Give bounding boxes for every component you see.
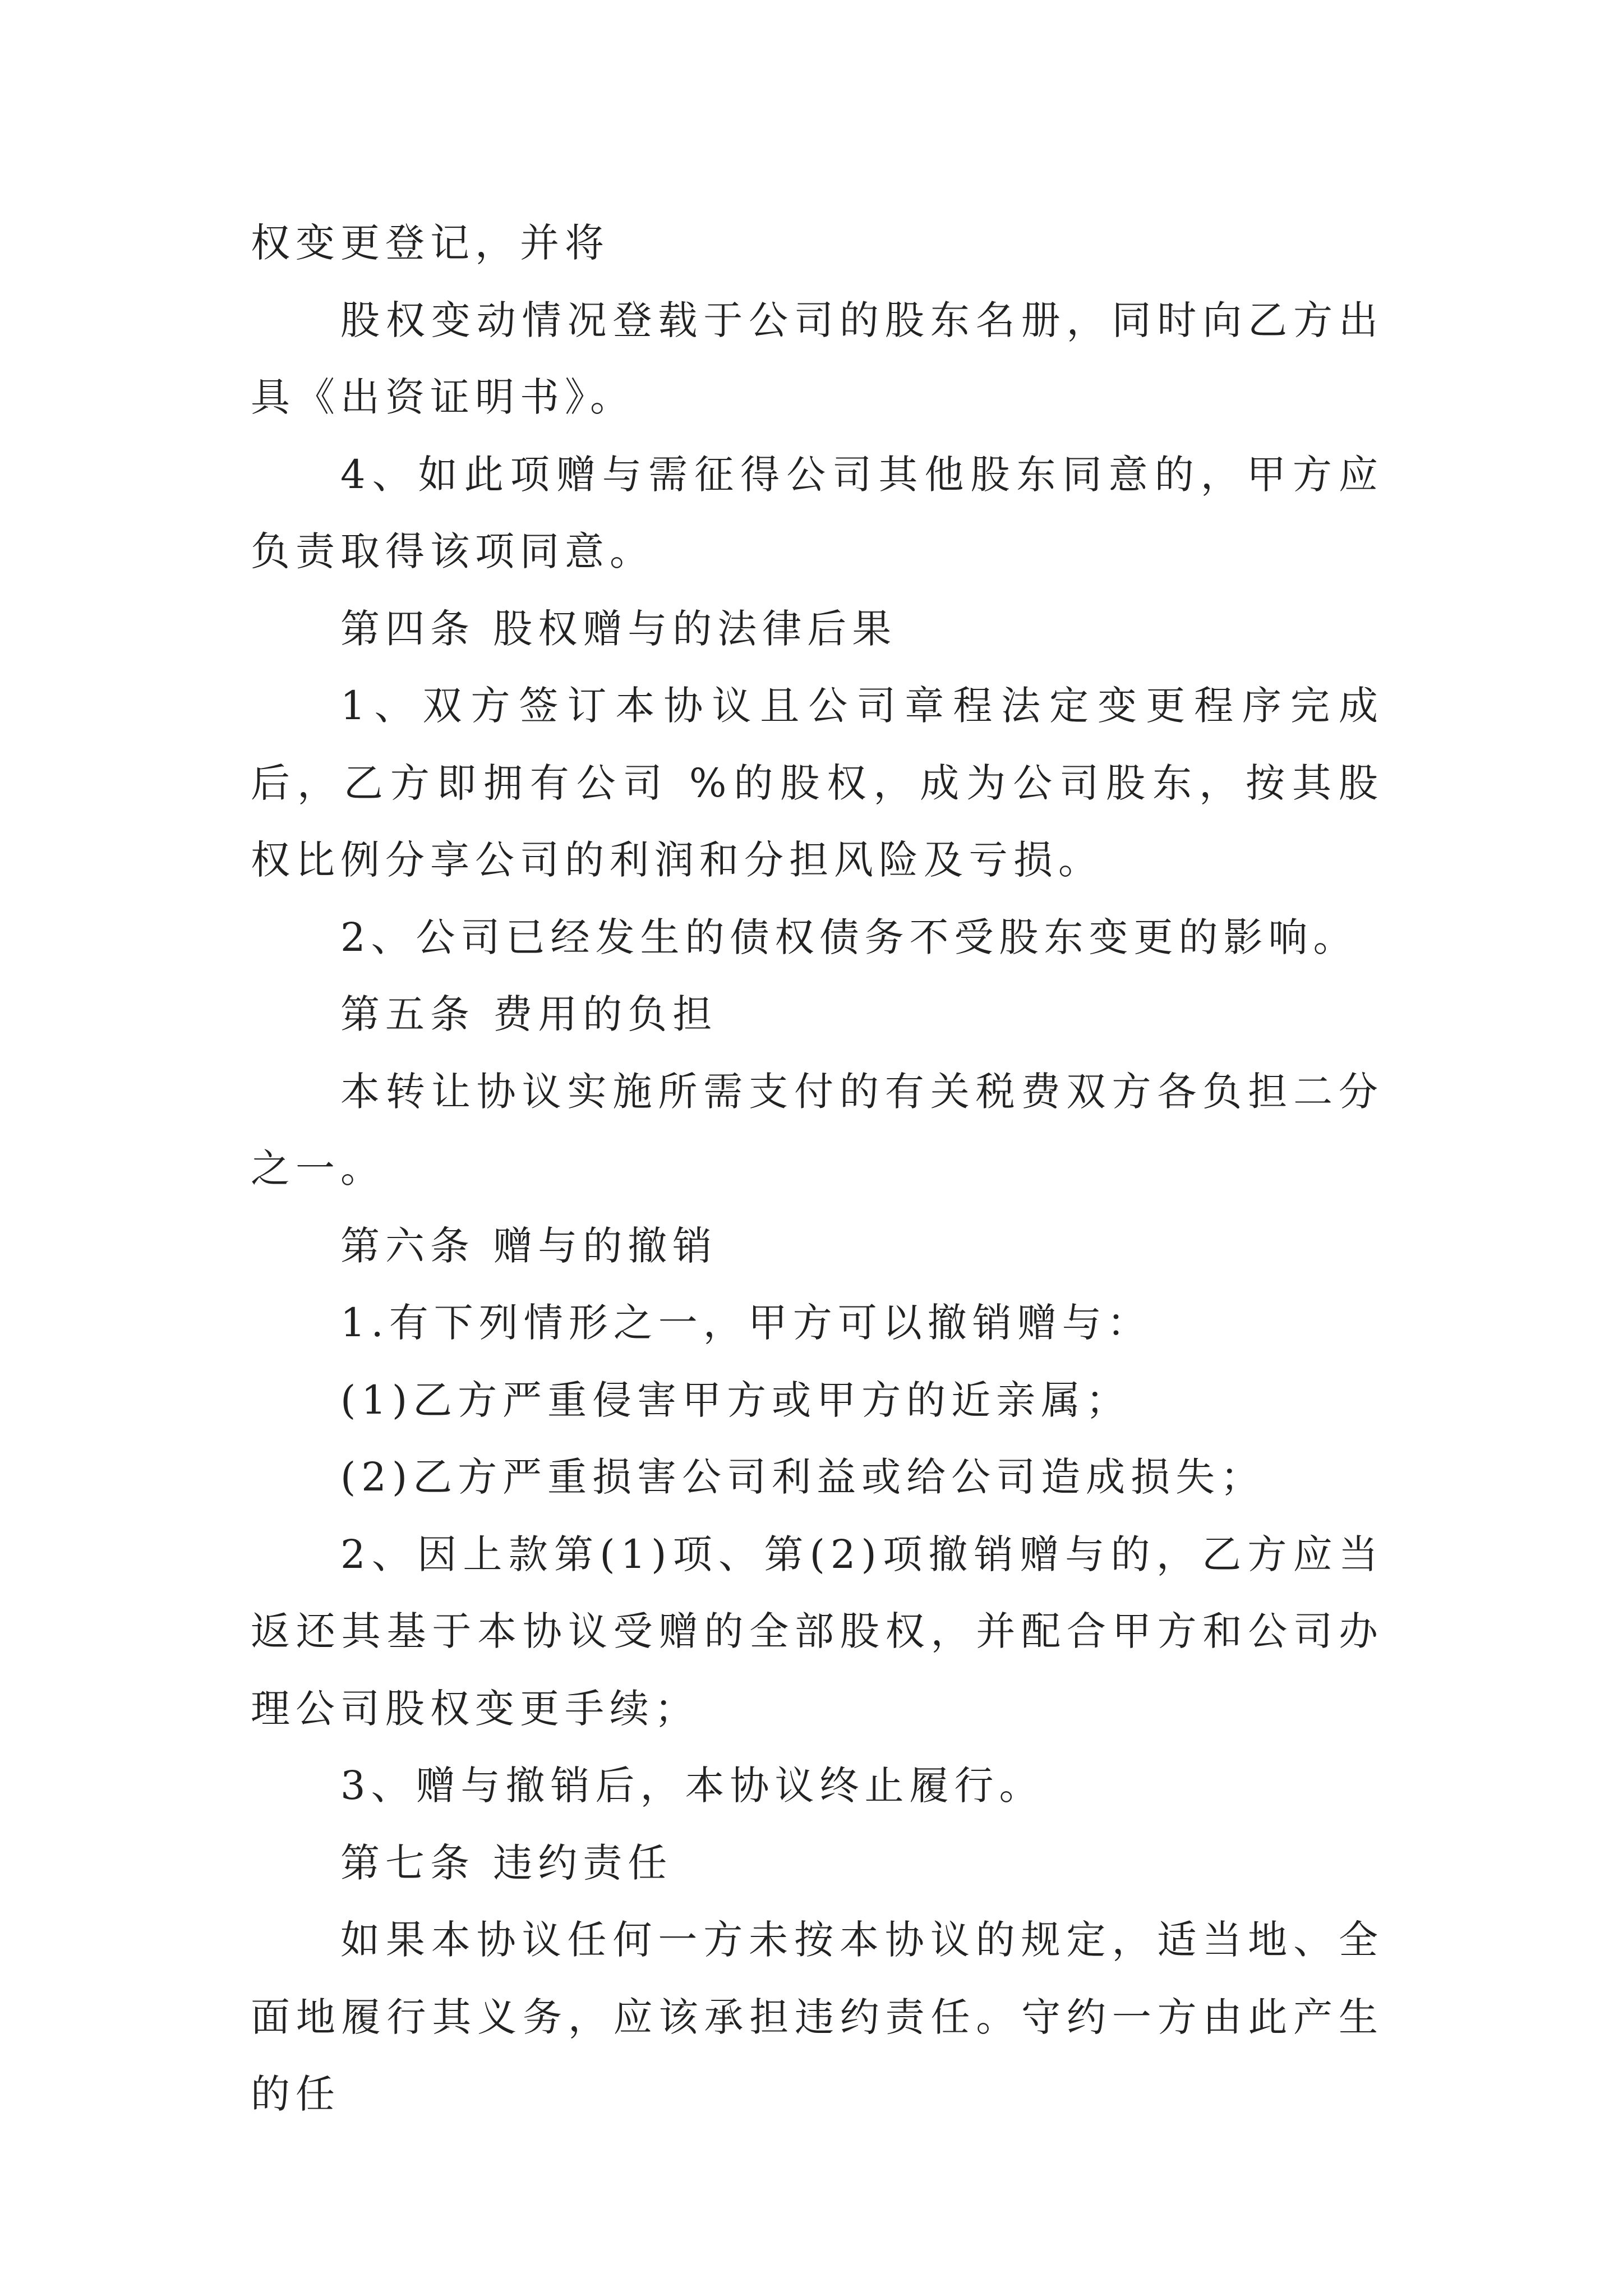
paragraph: 3、赠与撤销后，本协议终止履行。 — [340, 1763, 1044, 1809]
paragraph-continuation: 权变更登记，并将 — [251, 220, 610, 266]
article-heading-7: 第七条 违约责任 — [340, 1839, 673, 1886]
paragraph: 本转让协议实施所需支付的有关税费双方各负担二分之一。 — [251, 1068, 1384, 1191]
article-heading-4: 第四条 股权赠与的法律后果 — [340, 605, 897, 652]
paragraph: 如果本协议任何一方未按本协议的规定，适当地、全面地履行其义务，应该承担违约责任。守约一方由此产生的任 — [251, 1917, 1384, 2117]
paragraph: 股权变动情况登载于公司的股东名册，同时向乙方出具《出资证明书》。 — [251, 297, 1384, 420]
paragraph: (1)乙方严重侵害甲方或甲方的近亲属； — [340, 1377, 1131, 1423]
paragraph: 1.有下列情形之一，甲方可以撤销赠与： — [340, 1300, 1152, 1346]
paragraph: 4、如此项赠与需征得公司其他股东同意的，甲方应负责取得该项同意。 — [251, 451, 1384, 574]
paragraph: 2、因上款第(1)项、第(2)项撤销赠与的，乙方应当返还其基于本协议受赠的全部股权，并配合甲方和公司办理公司股权变更手续； — [251, 1531, 1384, 1732]
article-heading-5: 第五条 费用的负担 — [340, 991, 718, 1037]
paragraph: 2、公司已经发生的债权债务不受股东变更的影响。 — [340, 914, 1358, 960]
paragraph: 1、双方签订本协议且公司章程法定变更程序完成后，乙方即拥有公司 %的股权，成为公司股东，按其股权比例分享公司的利润和分担风险及亏损。 — [251, 683, 1384, 883]
article-heading-6: 第六条 赠与的撤销 — [340, 1222, 718, 1269]
paragraph: (2)乙方严重损害公司利益或给公司造成损失； — [340, 1454, 1266, 1500]
document-body — [251, 205, 1384, 2133]
